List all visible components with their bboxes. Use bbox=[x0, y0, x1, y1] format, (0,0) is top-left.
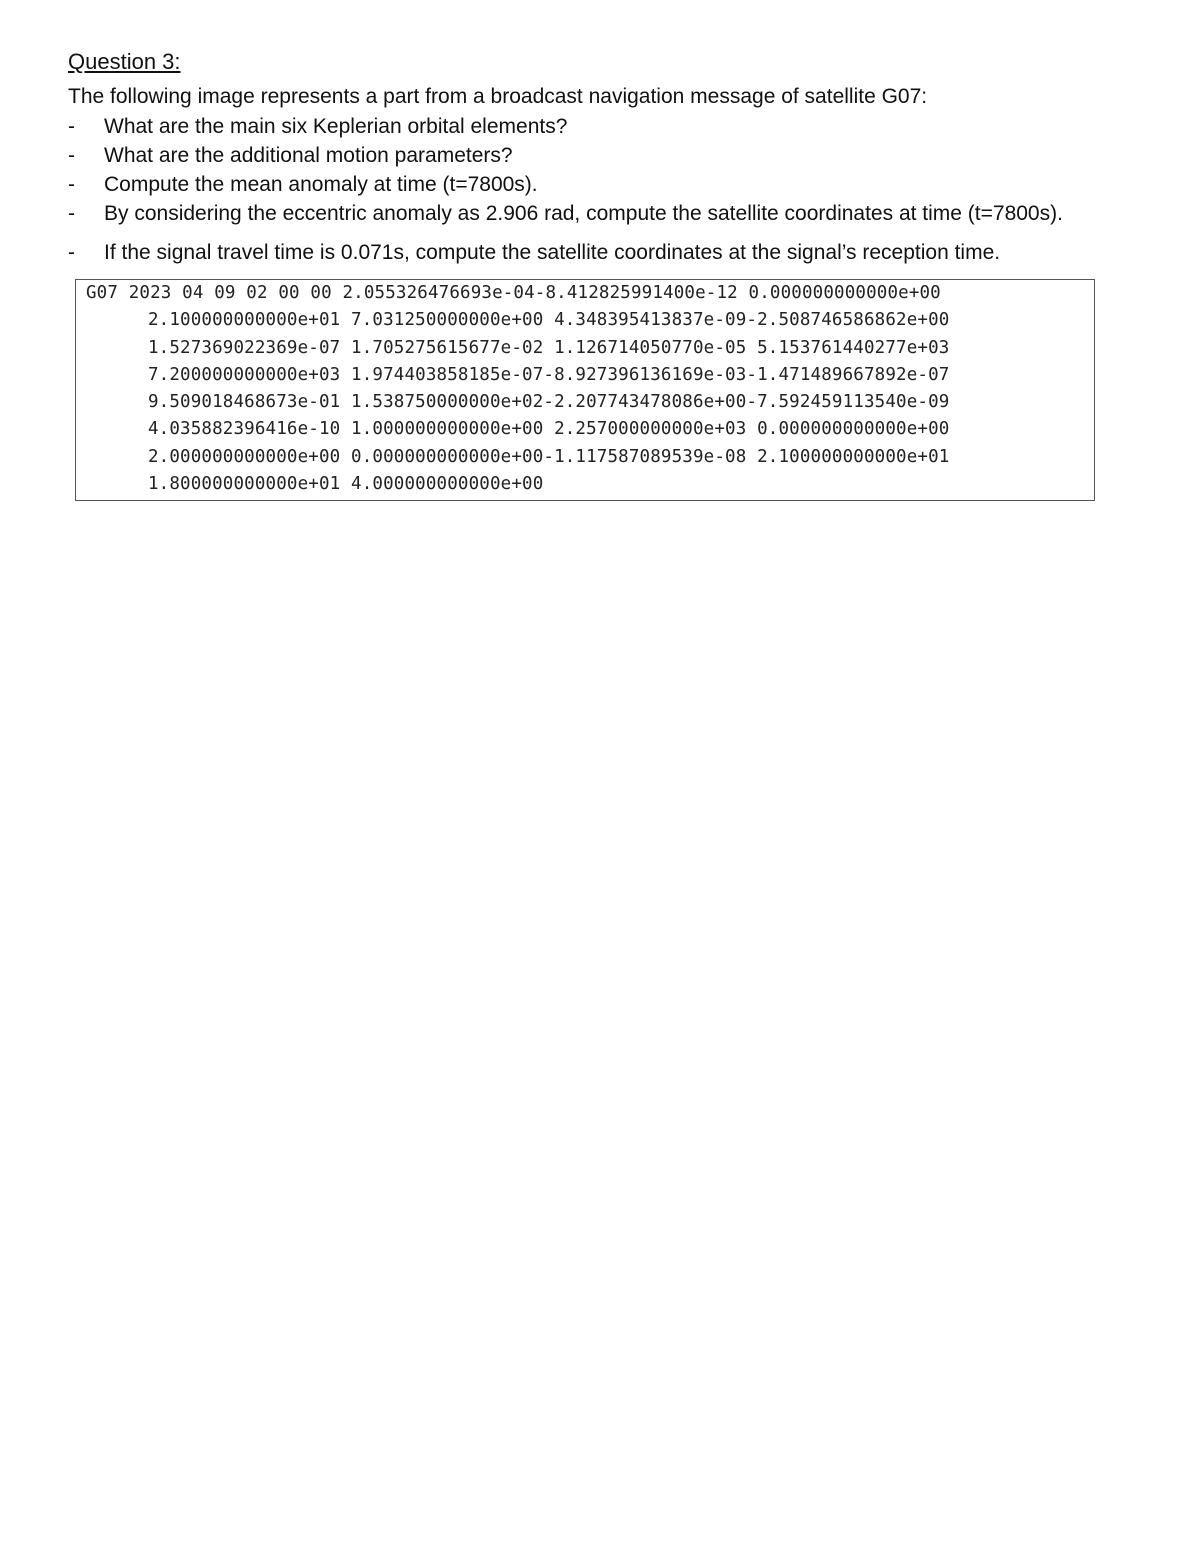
nav-message-line: 2.100000000000e+01 7.031250000000e+00 4.348395413837e-09-2.508746586862e+00 bbox=[148, 310, 950, 331]
list-dash: - bbox=[68, 173, 75, 196]
list-dash: - bbox=[68, 115, 75, 138]
question-title: Question 3: bbox=[68, 49, 181, 74]
list-item-text: By considering the eccentric anomaly as 2.906 rad, compute the satellite coordinates at time (t=7800s). bbox=[104, 202, 1063, 225]
list-item-text: What are the additional motion parameters? bbox=[104, 144, 513, 167]
list-item-text: Compute the mean anomaly at time (t=7800s). bbox=[104, 173, 538, 196]
list-dash: - bbox=[68, 202, 75, 225]
nav-message-line: 1.527369022369e-07 1.705275615677e-02 1.126714050770e-05 5.153761440277e+03 bbox=[148, 337, 950, 358]
nav-message-line: 4.035882396416e-10 1.000000000000e+00 2.257000000000e+03 0.000000000000e+00 bbox=[148, 419, 950, 440]
list-item-text: What are the main six Keplerian orbital elements? bbox=[104, 115, 568, 138]
nav-message-line: G07 2023 04 09 02 00 00 2.055326476693e-04-8.412825991400e-12 0.000000000000e+00 bbox=[86, 283, 941, 303]
question-list bbox=[68, 112, 1104, 267]
nav-message-line: 1.800000000000e+01 4.000000000000e+00 bbox=[148, 474, 544, 495]
list-item bbox=[68, 238, 1104, 267]
navigation-message-box bbox=[75, 279, 1095, 501]
list-dash: - bbox=[68, 241, 75, 264]
list-item bbox=[68, 141, 1104, 170]
list-dash: - bbox=[68, 144, 75, 167]
list-item-text: If the signal travel time is 0.071s, compute the satellite coordinates at the signal’s reception time. bbox=[104, 241, 1001, 264]
question-intro: The following image represents a part from a broadcast navigation message of satellite G07: bbox=[68, 85, 928, 108]
list-item bbox=[68, 112, 1104, 141]
nav-message-line: 7.200000000000e+03 1.974403858185e-07-8.927396136169e-03-1.471489667892e-07 bbox=[148, 364, 950, 385]
question-page bbox=[68, 46, 1104, 501]
nav-message-line: 2.000000000000e+00 0.000000000000e+00-1.117587089539e-08 2.100000000000e+01 bbox=[148, 446, 950, 467]
list-item bbox=[68, 170, 1104, 199]
nav-message-line: 9.509018468673e-01 1.538750000000e+02-2.207743478086e+00-7.592459113540e-09 bbox=[148, 392, 950, 413]
list-item bbox=[68, 199, 1104, 228]
